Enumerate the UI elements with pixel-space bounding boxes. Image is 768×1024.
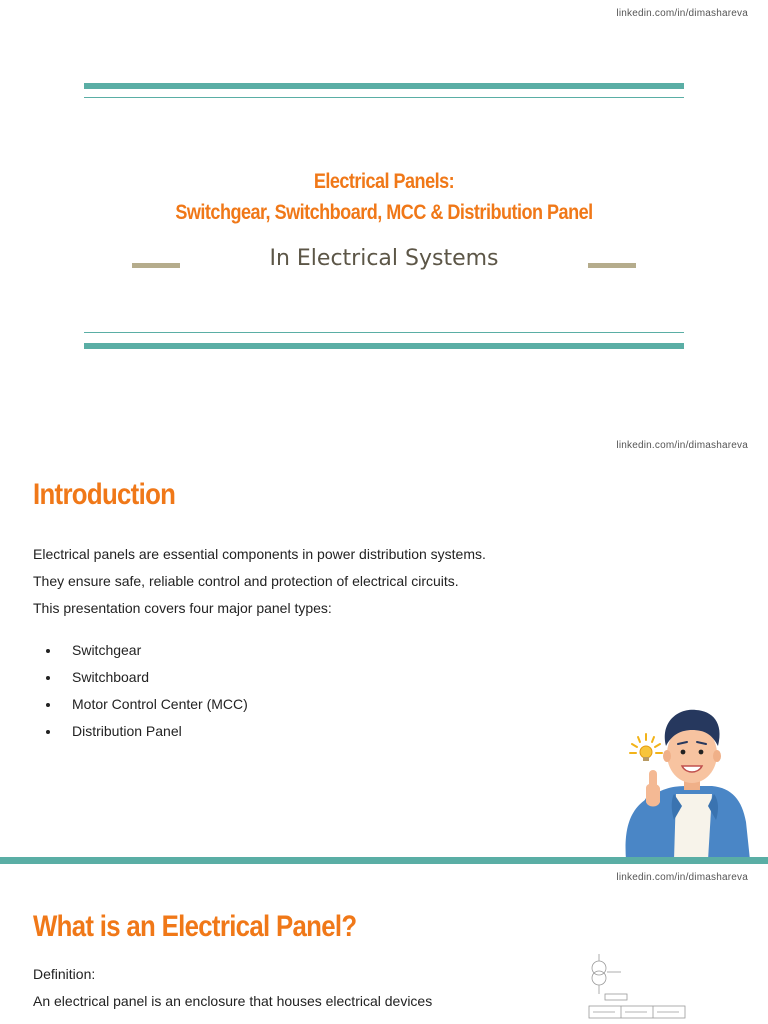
intro-paragraphs bbox=[33, 541, 486, 622]
slide-heading: What is an Electrical Panel? bbox=[33, 910, 357, 943]
bottom-thick-rule bbox=[84, 343, 684, 349]
list-item: Switchboard bbox=[46, 664, 248, 691]
definition-slide bbox=[0, 864, 768, 1024]
definition-label: Definition: bbox=[33, 966, 96, 982]
paragraph-line: This presentation covers four major panel types: bbox=[33, 600, 332, 616]
paragraph-line: They ensure safe, reliable control and protection of electrical circuits. bbox=[33, 573, 459, 589]
top-thick-rule bbox=[84, 83, 684, 89]
slide-subtitle: In Electrical Systems bbox=[269, 246, 499, 271]
linkedin-link[interactable]: linkedin.com/in/dimashareva bbox=[616, 8, 748, 19]
definition-text: An electrical panel is an enclosure that houses electrical devices bbox=[33, 993, 433, 1009]
list-item: Motor Control Center (MCC) bbox=[46, 691, 248, 718]
top-thin-rule bbox=[84, 97, 684, 98]
bottom-thin-rule bbox=[84, 332, 684, 333]
introduction-slide bbox=[0, 432, 768, 864]
single-line-diagram-thumbnail bbox=[585, 950, 695, 1024]
linkedin-link[interactable]: linkedin.com/in/dimashareva bbox=[616, 440, 748, 451]
title-line-1: Electrical Panels: bbox=[313, 170, 455, 193]
panel-type-list bbox=[46, 637, 248, 745]
linkedin-link[interactable]: linkedin.com/in/dimashareva bbox=[616, 872, 748, 883]
slide-title bbox=[54, 166, 714, 228]
list-item: Switchgear bbox=[46, 637, 248, 664]
paragraph-line: Electrical panels are essential components in power distribution systems. bbox=[33, 546, 486, 562]
title-slide bbox=[0, 0, 768, 432]
slide-bottom-bar bbox=[0, 857, 768, 864]
slide-heading: Introduction bbox=[33, 478, 176, 511]
list-item: Distribution Panel bbox=[46, 718, 248, 745]
right-dash bbox=[588, 263, 636, 268]
man-idea-illustration bbox=[612, 682, 768, 860]
title-line-2: Switchgear, Switchboard, MCC & Distribution Panel bbox=[175, 201, 593, 224]
definition-paragraph bbox=[33, 961, 432, 1015]
lightbulb-icon bbox=[630, 734, 662, 761]
